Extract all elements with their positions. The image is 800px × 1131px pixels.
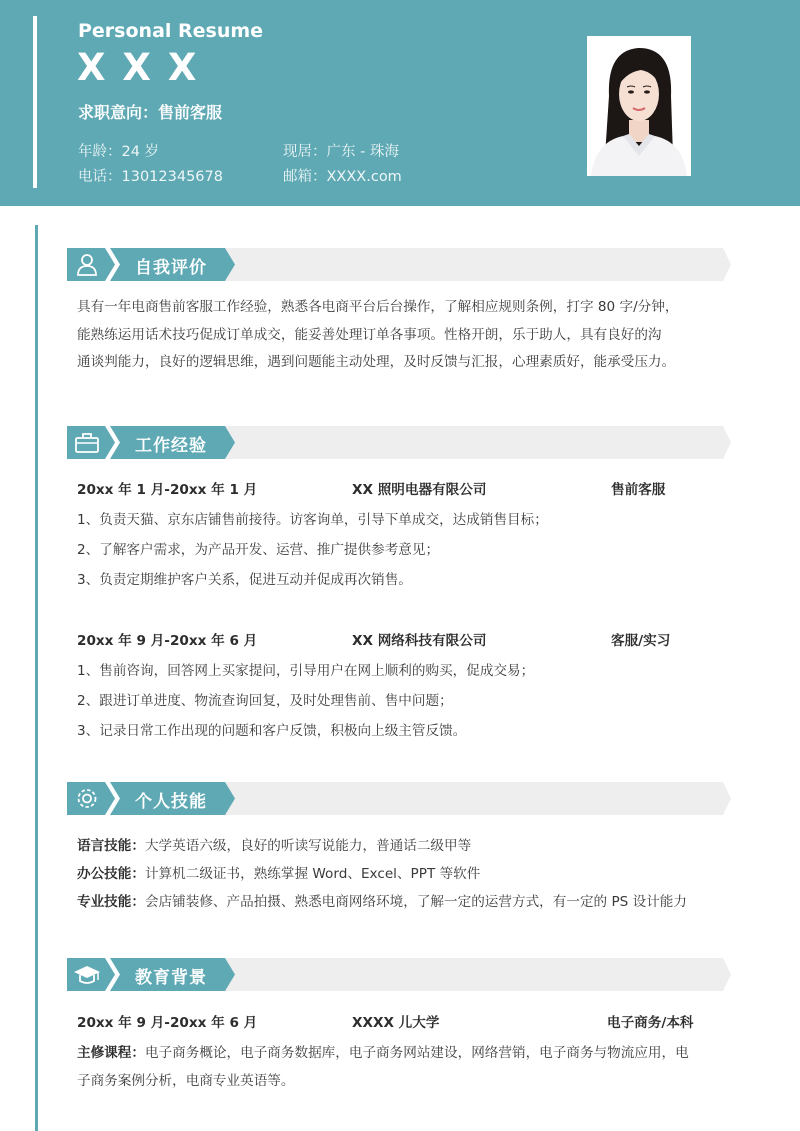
skill-text: 计算机二级证书，熟练掌握 Word、Excel、PPT 等软件 xyxy=(144,866,481,882)
job-duty-item: 2、跟进订单进度、物流查询回复，及时处理售前、售中问题； xyxy=(77,693,453,709)
job-duty-item: 3、记录日常工作出现的问题和客户反馈，积极向上级主管反馈。 xyxy=(77,723,467,739)
section-education-header xyxy=(67,958,731,991)
resume-title-en: Personal Resume xyxy=(78,20,264,42)
email-field: 邮箱：XXXX.com xyxy=(283,169,402,185)
skill-item xyxy=(77,834,471,854)
section-title: 工作经验 xyxy=(135,436,207,456)
section-skills-header xyxy=(67,782,731,815)
section-title: 个人技能 xyxy=(135,792,207,812)
job-period: 20xx 年 1 月-20xx 年 1 月 xyxy=(77,482,258,498)
skill-label: 专业技能： xyxy=(77,894,145,910)
job-period: 20xx 年 9 月-20xx 年 6 月 xyxy=(77,633,258,649)
skill-text: 大学英语六级，良好的听读写说能力，普通话二级甲等 xyxy=(144,838,472,854)
skill-label: 语言技能： xyxy=(77,838,145,854)
graduation-cap-icon xyxy=(73,962,101,987)
self-evaluation-line: 能熟练运用话术技巧促成订单成交，能妥善处理订单各事项。性格开朗，乐于助人，具有良好的沟 xyxy=(77,326,662,343)
age-field: 年龄：24 岁 xyxy=(78,144,160,160)
courses-label: 主修课程： xyxy=(77,1045,145,1061)
user-icon xyxy=(73,252,101,277)
job-company: XX 网络科技有限公司 xyxy=(352,633,487,649)
section-title: 自我评价 xyxy=(135,258,207,278)
self-evaluation-line: 具有一年电商售前客服工作经验，熟悉各电商平台后台操作，了解相应规则条例，打字 80 字/分钟， xyxy=(77,299,679,315)
education-school: XXXX 儿大学 xyxy=(352,1015,440,1031)
education-courses xyxy=(77,1041,689,1061)
job-duty-item: 2、了解客户需求，为产品开发、运营、推广提供参考意见； xyxy=(77,542,440,558)
courses-text: 电子商务概论，电子商务数据库，电子商务网站建设，网络营销，电子商务与物流应用，电 xyxy=(144,1045,689,1061)
candidate-name: X X X xyxy=(77,46,199,89)
location-field: 现居：广东 - 珠海 xyxy=(283,144,399,160)
skill-label: 办公技能： xyxy=(77,866,145,882)
job-intent: 求职意向：售前客服 xyxy=(78,103,223,122)
header-accent-bar xyxy=(33,16,37,188)
left-divider-line xyxy=(35,225,38,1131)
job-role: 客服/实习 xyxy=(611,633,671,649)
skill-text: 会店铺装修、产品拍摄、熟悉电商网络环境，了解一定的运营方式，有一定的 PS 设计能力 xyxy=(144,894,687,910)
job-company: XX 照明电器有限公司 xyxy=(352,482,487,498)
job-duty-item: 3、负责定期维护客户关系，促进互动并促成再次销售。 xyxy=(77,572,412,588)
gear-icon xyxy=(73,786,101,811)
section-work-header xyxy=(67,426,731,459)
phone-field: 电话：13012345678 xyxy=(78,169,223,185)
education-period: 20xx 年 9 月-20xx 年 6 月 xyxy=(77,1015,258,1031)
self-evaluation-line: 通谈判能力，良好的逻辑思维，遇到问题能主动处理，及时反馈与汇报，心理素质好，能承受压力。 xyxy=(77,354,676,370)
education-courses-continued: 子商务案例分析，电商专业英语等。 xyxy=(77,1073,295,1089)
education-major: 电子商务/本科 xyxy=(607,1015,694,1031)
self-evaluation-text xyxy=(77,294,727,377)
briefcase-icon xyxy=(73,430,101,455)
skill-item xyxy=(77,890,687,910)
skill-item xyxy=(77,862,480,882)
section-self-evaluation-header xyxy=(67,248,731,281)
section-title: 教育背景 xyxy=(135,968,207,988)
job-role: 售前客服 xyxy=(611,482,666,498)
job-duty-item: 1、售前咨询，回答网上买家提问，引导用户在网上顺利的购买，促成交易； xyxy=(77,663,535,679)
profile-photo xyxy=(587,36,691,176)
job-duty-item: 1、负责天猫、京东店铺售前接待。访客询单，引导下单成交，达成销售目标； xyxy=(77,512,548,528)
resume-header xyxy=(0,0,800,206)
